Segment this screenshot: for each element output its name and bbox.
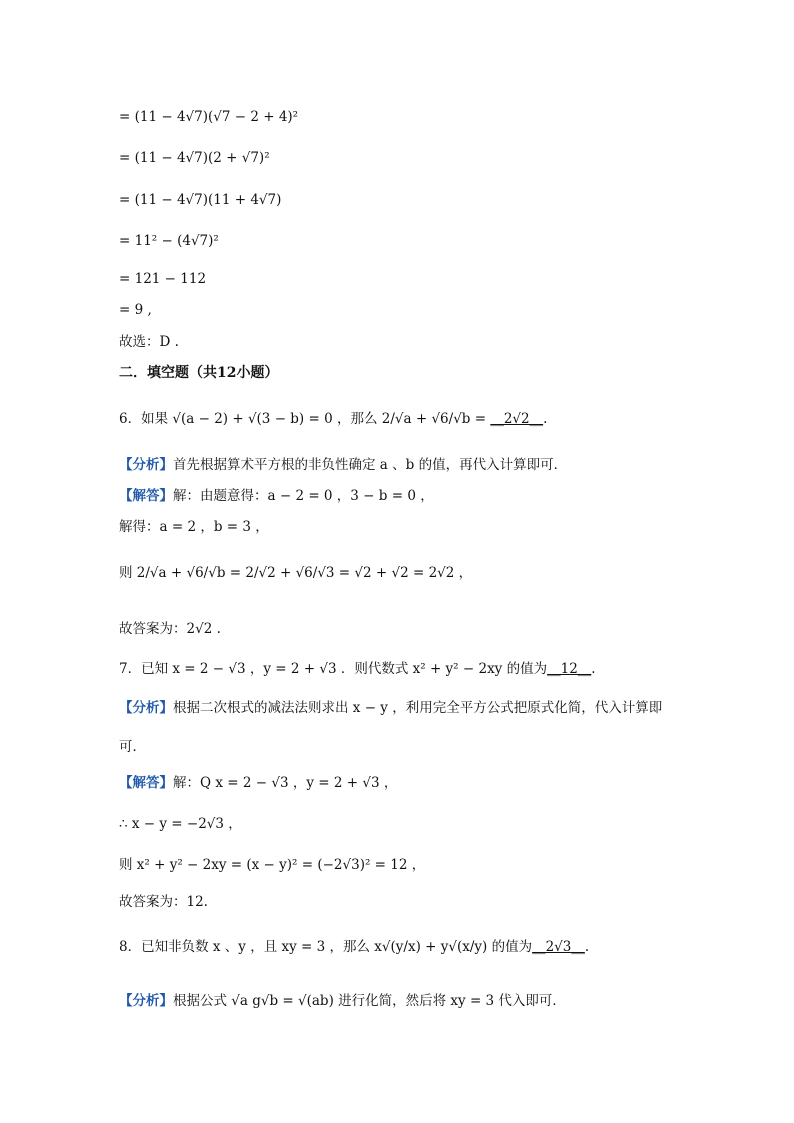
q7-solution-2: ∴ x − y = −2√3 ， xyxy=(119,816,242,832)
q6-solution-tag: 【解答】 xyxy=(119,488,173,504)
prev-step-5: = 121 − 112 xyxy=(119,271,207,287)
q6-tail: . xyxy=(543,411,548,427)
section-heading: 二．填空题（共12小题） xyxy=(119,365,279,381)
q6-analysis xyxy=(119,456,567,474)
q7-question xyxy=(119,660,596,678)
q7-tail: . xyxy=(591,661,596,677)
q8-answer-blank: __2√3__ xyxy=(532,939,585,955)
q8-analysis xyxy=(119,992,566,1010)
q6-question xyxy=(119,410,547,428)
q6-analysis-text: 首先根据算术平方根的非负性确定 a 、b 的值，再代入计算即可． xyxy=(173,457,568,473)
q7-analysis-tag: 【分析】 xyxy=(119,700,173,716)
q6-answer-blank: __2√2__ xyxy=(490,411,544,427)
q8-question-text: 8．已知非负数 x 、y ，且 xy = 3 ，那么 x√(y/x) + y√(x/y) 的值为 xyxy=(119,939,533,955)
q6-solution-2: 解得：a = 2 ，b = 3 ， xyxy=(119,519,269,535)
q8-question xyxy=(119,938,589,956)
q8-analysis-text: 根据公式 √a g√b = √(ab) 进行化简，然后将 xy = 3 代入即可． xyxy=(173,993,566,1009)
prev-step-1: = (11 − 4√7)(√7 − 2 + 4)² xyxy=(119,109,299,125)
prev-answer: 故选：D . xyxy=(119,334,179,350)
q6-solution-4: 故答案为：2√2 . xyxy=(119,621,221,637)
prev-step-3: = (11 − 4√7)(11 + 4√7) xyxy=(119,192,282,208)
q7-solution-tag: 【解答】 xyxy=(119,775,173,791)
q7-answer-blank: __12__ xyxy=(547,661,592,677)
q7-solution-4: 故答案为：12. xyxy=(119,894,208,910)
q6-solution-1 xyxy=(119,487,434,505)
q6-analysis-tag: 【分析】 xyxy=(119,457,173,473)
q7-solution-text-1: 解：Q x = 2 − √3 ，y = 2 + √3 ， xyxy=(173,775,398,791)
q8-analysis-tag: 【分析】 xyxy=(119,993,173,1009)
prev-step-4: = 11² − (4√7)² xyxy=(119,233,219,249)
q7-analysis-text-1: 根据二次根式的减法法则求出 x − y ，利用完全平方公式把原式化简，代入计算即 xyxy=(173,700,663,716)
prev-step-6: = 9 , xyxy=(119,302,152,318)
q6-solution-text-1: 解：由题意得：a − 2 = 0 ，3 − b = 0 ， xyxy=(173,488,434,504)
prev-step-2: = (11 − 4√7)(2 + √7)² xyxy=(119,150,270,166)
q6-solution-3: 则 2/√a + √6/√b = 2/√2 + √6/√3 = √2 + √2 = 2√2 ， xyxy=(119,565,473,581)
q7-solution-3: 则 x² + y² − 2xy = (x − y)² = (−2√3)² = 12 ， xyxy=(119,857,426,873)
q7-question-text: 7．已知 x = 2 − √3 ，y = 2 + √3 ．则代数式 x² + y² − 2xy 的值为 xyxy=(119,661,548,677)
q6-question-text: 6．如果 √(a − 2) + √(3 − b) = 0 ，那么 2/√a + √6/√b = xyxy=(119,411,491,427)
q7-analysis-2: 可． xyxy=(119,739,146,755)
q8-tail: . xyxy=(584,939,590,955)
q7-analysis-1 xyxy=(119,699,662,717)
q7-solution-1 xyxy=(119,774,397,792)
